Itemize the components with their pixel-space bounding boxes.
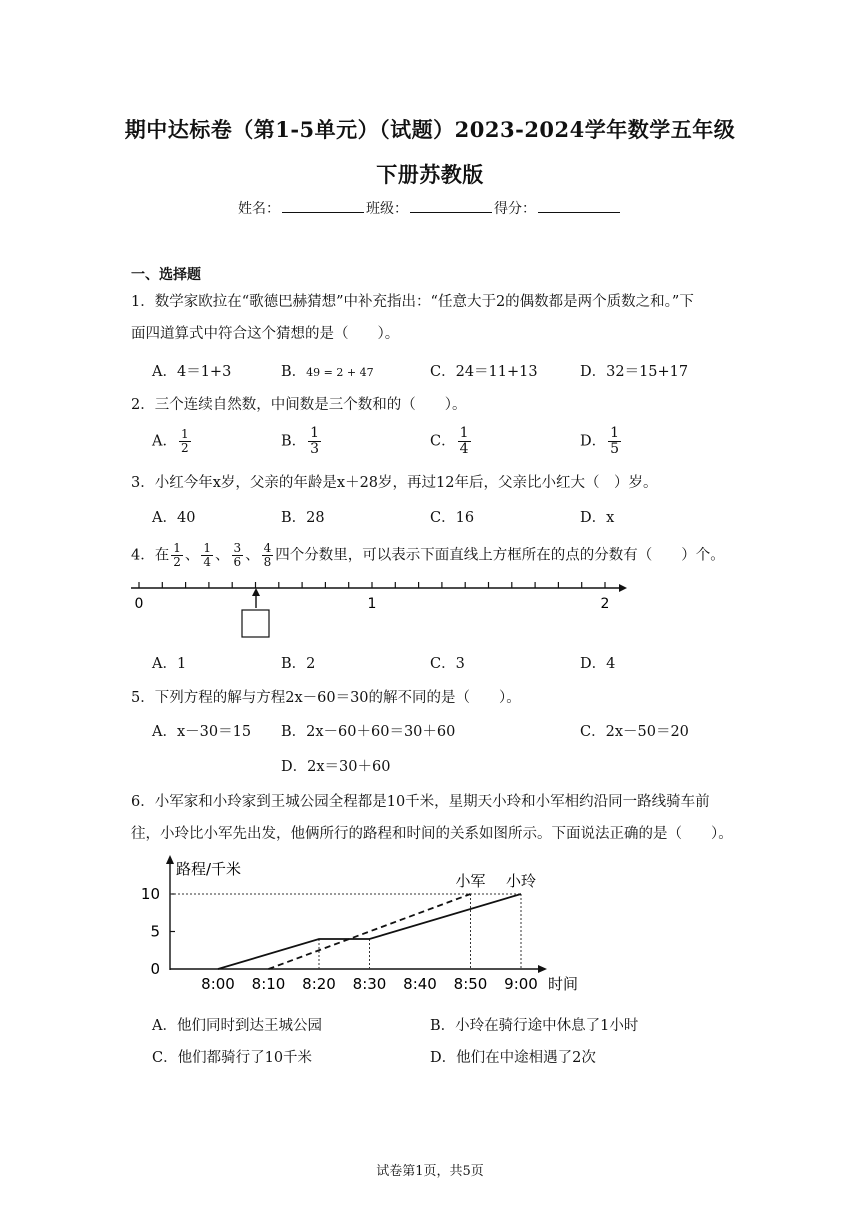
denominator: 2 xyxy=(180,441,189,455)
q5-option-b[interactable]: B．2x－60＋60＝30＋60 xyxy=(281,724,456,740)
q2-option-b-label: B． xyxy=(281,433,307,450)
q2-option-b[interactable] xyxy=(281,426,323,457)
series-line xyxy=(218,894,521,969)
x-tick-label: 8:10 xyxy=(251,975,286,993)
q2-option-c-label: C． xyxy=(430,433,456,450)
q2-option-c[interactable] xyxy=(430,426,473,457)
numerator: 3 xyxy=(233,541,242,555)
x-tick-label: 8:50 xyxy=(453,975,488,993)
q2-option-a-label: A． xyxy=(152,433,177,450)
series-line xyxy=(269,894,471,969)
name-blank[interactable] xyxy=(282,198,364,213)
axis-label-2: 2 xyxy=(600,596,610,612)
q2-option-d-label: D． xyxy=(580,433,607,450)
q4-post: 四个分数里，可以表示下面直线上方框所在的点的分数有（ ）个。 xyxy=(275,547,725,564)
q4-pre: 4．在 xyxy=(131,547,170,564)
separator: 、 xyxy=(245,547,260,564)
y-axis-arrow xyxy=(166,855,174,864)
pointer-arrow-head xyxy=(252,588,260,596)
numerator: 1 xyxy=(459,425,469,441)
q1-option-d[interactable]: D．32＝15+17 xyxy=(580,364,689,380)
score-blank[interactable] xyxy=(538,198,620,213)
fraction xyxy=(232,542,244,569)
denominator: 6 xyxy=(233,555,242,569)
class-blank[interactable] xyxy=(410,198,492,213)
q1-option-a[interactable]: A．4＝1+3 xyxy=(152,364,232,380)
x-tick-label: 8:30 xyxy=(352,975,387,993)
x-tick-label: 8:20 xyxy=(302,975,336,993)
axis-label-0: 0 xyxy=(134,596,144,612)
q2-text: 2．三个连续自然数，中间数是三个数和的（ ）。 xyxy=(131,397,467,413)
number-line-ticks xyxy=(139,582,605,588)
q6-option-d[interactable]: D．他们在中途相遇了2次 xyxy=(430,1050,596,1066)
fraction xyxy=(458,426,471,457)
page-title: 期中达标卷（第1-5单元）（试题）2023-2024学年数学五年级 xyxy=(124,117,736,142)
q6-line1: 6．小军家和小玲家到王城公园全程都是10千米，星期天小玲和小军相约沿同一路线骑车前 xyxy=(131,794,710,810)
numerator: 1 xyxy=(610,425,620,441)
y-axis-label: 路程/千米 xyxy=(176,860,242,878)
q3-option-b[interactable]: B．28 xyxy=(281,510,325,526)
numerator: 1 xyxy=(173,541,181,555)
q6-option-a[interactable]: A．他们同时到达王城公园 xyxy=(152,1018,322,1034)
name-label: 姓名： xyxy=(238,201,280,217)
answer-box[interactable] xyxy=(242,610,269,637)
separator: 、 xyxy=(184,547,200,564)
q4-option-d[interactable]: D．4 xyxy=(580,656,616,672)
x-axis-arrow xyxy=(538,965,547,973)
student-info xyxy=(0,198,860,218)
q2-option-a[interactable] xyxy=(152,428,193,455)
fraction xyxy=(308,426,321,457)
x-tick-label: 8:40 xyxy=(403,975,437,993)
q4-option-b[interactable]: B．2 xyxy=(281,656,316,672)
y-tick-label: 0 xyxy=(150,960,160,978)
x-axis-label: 时间 xyxy=(548,975,579,993)
numerator: 1 xyxy=(310,425,320,441)
class-label: 班级： xyxy=(366,201,408,217)
page-footer: 试卷第1页，共5页 xyxy=(376,1164,484,1179)
q3-text: 3．小红今年x岁，父亲的年龄是x＋28岁，再过12年后，父亲比小红大（ ）岁。 xyxy=(131,475,658,491)
section-heading: 一、选择题 xyxy=(131,267,201,283)
q3-option-d[interactable]: D．x xyxy=(580,510,615,526)
q6-option-c[interactable]: C．他们都骑行了10千米 xyxy=(152,1050,313,1066)
y-tick-label: 10 xyxy=(140,885,160,903)
x-tick-label: 9:00 xyxy=(504,975,538,993)
q5-option-d[interactable]: D．2x＝30＋60 xyxy=(281,759,391,775)
q4-text xyxy=(131,542,725,569)
numerator: 1 xyxy=(203,541,212,555)
q2-option-d[interactable] xyxy=(580,426,623,457)
q1-option-c[interactable]: C．24＝11+13 xyxy=(430,364,538,380)
q1-line2: 面四道算式中符合这个猜想的是（ ）。 xyxy=(131,326,400,342)
denominator: 8 xyxy=(263,555,272,569)
q6-option-b[interactable]: B．小玲在骑行途中休息了1小时 xyxy=(430,1018,639,1034)
fraction xyxy=(608,426,621,457)
fraction xyxy=(201,542,213,569)
q3-option-a[interactable]: A．40 xyxy=(152,510,196,526)
y-tick-label: 5 xyxy=(150,922,160,941)
separator: 、 xyxy=(215,547,230,564)
q4-option-c[interactable]: C．3 xyxy=(430,656,465,672)
q1-option-b-label: B． xyxy=(281,364,307,380)
series-label: 小玲 xyxy=(505,872,537,890)
fraction xyxy=(179,428,191,455)
denominator: 5 xyxy=(610,441,620,457)
axis-label-1: 1 xyxy=(367,596,377,612)
q5-option-c[interactable]: C．2x－50＝20 xyxy=(580,724,689,740)
series-label: 小军 xyxy=(455,872,486,890)
denominator: 2 xyxy=(173,555,181,569)
numerator: 4 xyxy=(263,541,272,555)
x-tick-label: 8:00 xyxy=(201,975,235,993)
score-label: 得分： xyxy=(494,201,536,217)
q1-option-b[interactable] xyxy=(281,360,374,381)
q5-option-a[interactable]: A．x－30＝15 xyxy=(152,724,252,740)
denominator: 4 xyxy=(459,441,469,457)
number-line xyxy=(125,572,635,644)
fraction xyxy=(262,542,274,569)
number-line-arrow xyxy=(619,584,627,592)
fraction xyxy=(171,542,183,569)
q4-option-a[interactable]: A．1 xyxy=(152,656,187,672)
numerator: 1 xyxy=(180,427,189,441)
q5-text: 5．下列方程的解与方程2x－60＝30的解不同的是（ ）。 xyxy=(131,690,521,706)
chart-marks xyxy=(141,872,538,993)
page-title-line2: 下册苏教版 xyxy=(376,162,484,187)
q3-option-c[interactable]: C．16 xyxy=(430,510,475,526)
q6-line2: 往，小玲比小军先出发，他俩所行的路程和时间的关系如图所示。下面说法正确的是（ ）。 xyxy=(131,826,733,842)
denominator: 4 xyxy=(203,555,212,569)
q1-option-b-expr: 49 = 2 + 47 xyxy=(306,366,374,379)
distance-time-chart xyxy=(140,852,600,1002)
q1-line1: 1．数学家欧拉在“歌德巴赫猜想”中补充指出：“任意大于2的偶数都是两个质数之和。”下 xyxy=(131,294,694,310)
denominator: 3 xyxy=(310,441,320,457)
